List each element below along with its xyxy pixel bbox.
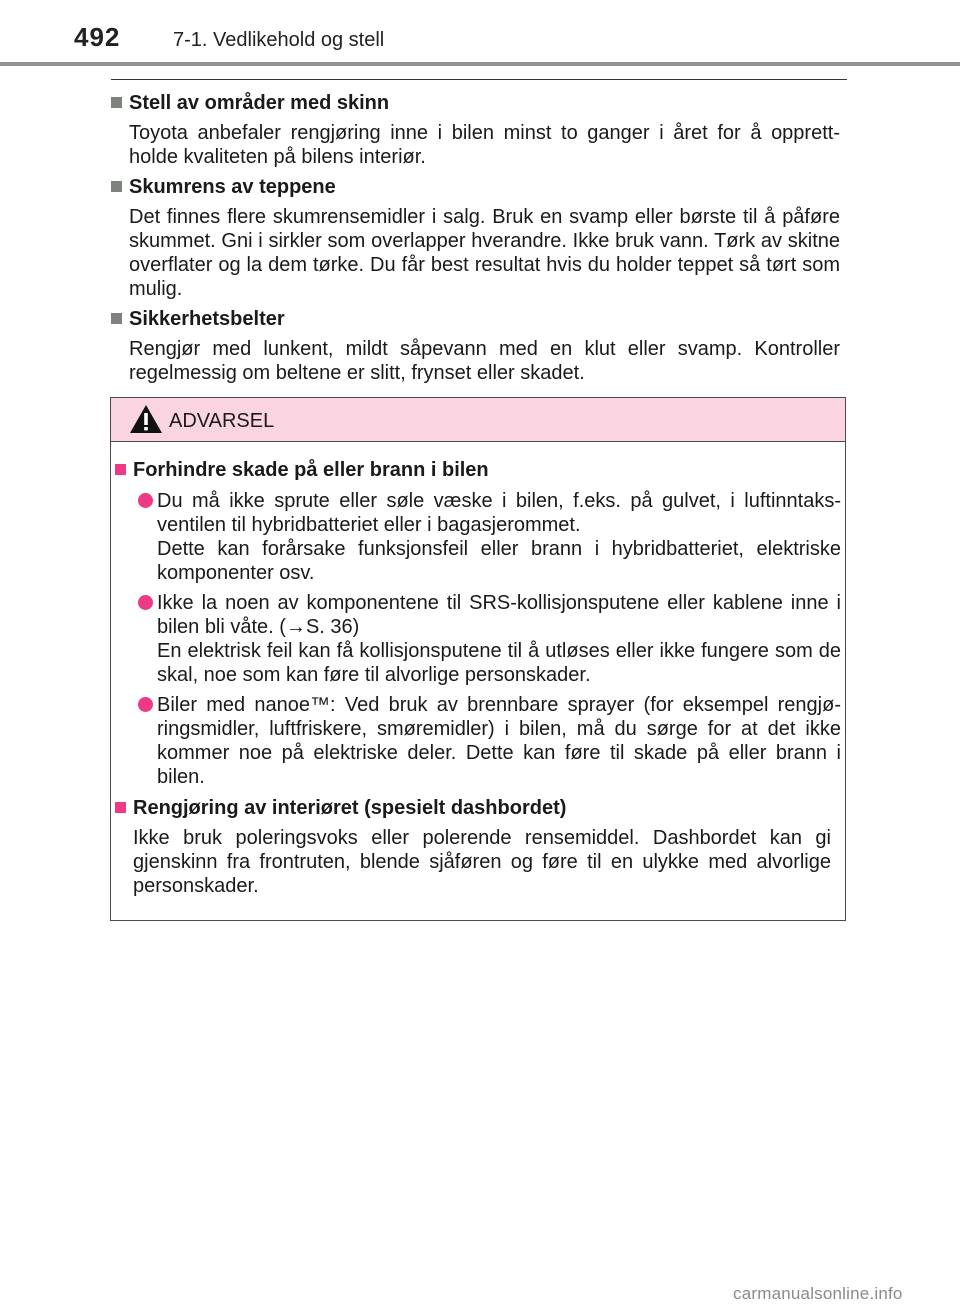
grey-square-bullet-icon [111, 97, 122, 108]
warning-box [110, 397, 846, 921]
grey-square-bullet-icon [111, 313, 122, 324]
bullet-text [157, 693, 841, 789]
bullet-text [157, 591, 841, 687]
warning-header [111, 398, 845, 442]
page-header [0, 0, 960, 64]
bullet-line: Ikke la noen av komponentene til SRS-kollisjonsputene eller kablene inne [157, 592, 829, 614]
heading-text: Stell av områder med skinn [129, 92, 390, 114]
pink-dot-bullet-icon [138, 595, 153, 610]
warning-label: ADVARSEL [169, 410, 275, 432]
heading-text: Skumrens av teppene [129, 176, 336, 198]
bullet-line: bilen. [157, 766, 205, 788]
pink-dot-bullet-icon [138, 493, 153, 508]
content-top-rule [111, 79, 847, 80]
watermark: carmanualsonline.info [733, 1284, 903, 1303]
bullet-line: ventilen til hybridbatteriet eller i bagasjerommet. [157, 514, 581, 536]
bullet-text [157, 489, 841, 585]
grey-square-bullet-icon [111, 181, 122, 192]
heading-text: Rengjøring av interiøret (spesielt dashbordet) [133, 797, 567, 819]
warning-paragraph-dashboard [133, 826, 831, 898]
paragraph-line: Det finnes flere skumrensemidler i salg. Bruk en svamp eller børste til å [129, 206, 776, 228]
paragraph-leather [129, 121, 840, 169]
paragraph-carpets [129, 205, 840, 301]
bullet-line: Dette kan forårsake funksjonsfeil eller brann i hybridbatteriet, elektriske [157, 538, 841, 560]
warning-subheading-damage [115, 458, 489, 482]
paragraph-line: gjenskinn fra frontruten, blende sjåføren og føre til en ulykke med alvorlige [133, 851, 831, 873]
pink-dot-bullet-icon [138, 697, 153, 712]
pink-square-bullet-icon [115, 464, 126, 475]
bullet-line: Biler med nanoe™: Ved bruk av brennbare sprayer (for eksempel rengjø- [157, 694, 841, 716]
heading-text: Sikkerhetsbelter [129, 308, 285, 330]
heading-text: Forhindre skade på eller brann i bilen [133, 459, 489, 481]
paragraph-line: holde kvaliteten på bilens interiør. [129, 146, 426, 168]
warning-triangle-icon [129, 404, 163, 434]
pink-square-bullet-icon [115, 802, 126, 813]
bullet-line: ringsmidler, luftfriskere, smøremidler) i bilen, må du sørge for at det ikke [157, 718, 841, 740]
warning-subheading-dashboard [115, 796, 566, 820]
section-heading-seatbelts [111, 307, 285, 331]
paragraph-line: Toyota anbefaler rengjøring inne i bilen minst to ganger i året for å opprett- [129, 122, 840, 144]
paragraph-line: teppet så tørt som mulig. [129, 254, 841, 300]
paragraph-line: påføre skummet. Gni i sirkler som overlapper hverandre. Ikke bruk vann. [129, 206, 840, 252]
bullet-line: En elektrisk feil kan få kollisjonsputene til å utløses eller ikke fungere som [157, 640, 813, 662]
paragraph-line: regelmessig om beltene er slitt, frynset eller skadet. [129, 362, 585, 384]
paragraph-line: Rengjør med lunkent, mildt såpevann med en klut eller svamp. Kontroller [129, 338, 840, 360]
bullet-line: de skal, noe som kan føre til alvorlige personskader. [157, 640, 841, 686]
section-heading-leather [111, 91, 389, 115]
bullet-line: i bilen bli våte. (→S. 36) [157, 592, 841, 638]
bullet-line: Du må ikke sprute eller søle væske i bilen, f.eks. på gulvet, i luftinntaks- [157, 490, 841, 512]
section-title: 7-1. Vedlikehold og stell [173, 29, 385, 51]
bullet-line: komponenter osv. [157, 562, 315, 584]
section-heading-carpets [111, 175, 336, 199]
paragraph-line: Tørk av skitne overflater og la dem tørke. Du får best resultat hvis du holder [129, 230, 841, 276]
paragraph-line: personskader. [133, 875, 259, 897]
page-number: 492 [74, 22, 121, 52]
header-rule [0, 62, 960, 66]
paragraph-seatbelts [129, 337, 840, 385]
bullet-line: kommer noe på elektriske deler. Dette kan føre til skade på eller brann i [157, 742, 841, 764]
paragraph-line: Ikke bruk poleringsvoks eller polerende rensemiddel. Dashbordet kan gi [133, 827, 831, 849]
